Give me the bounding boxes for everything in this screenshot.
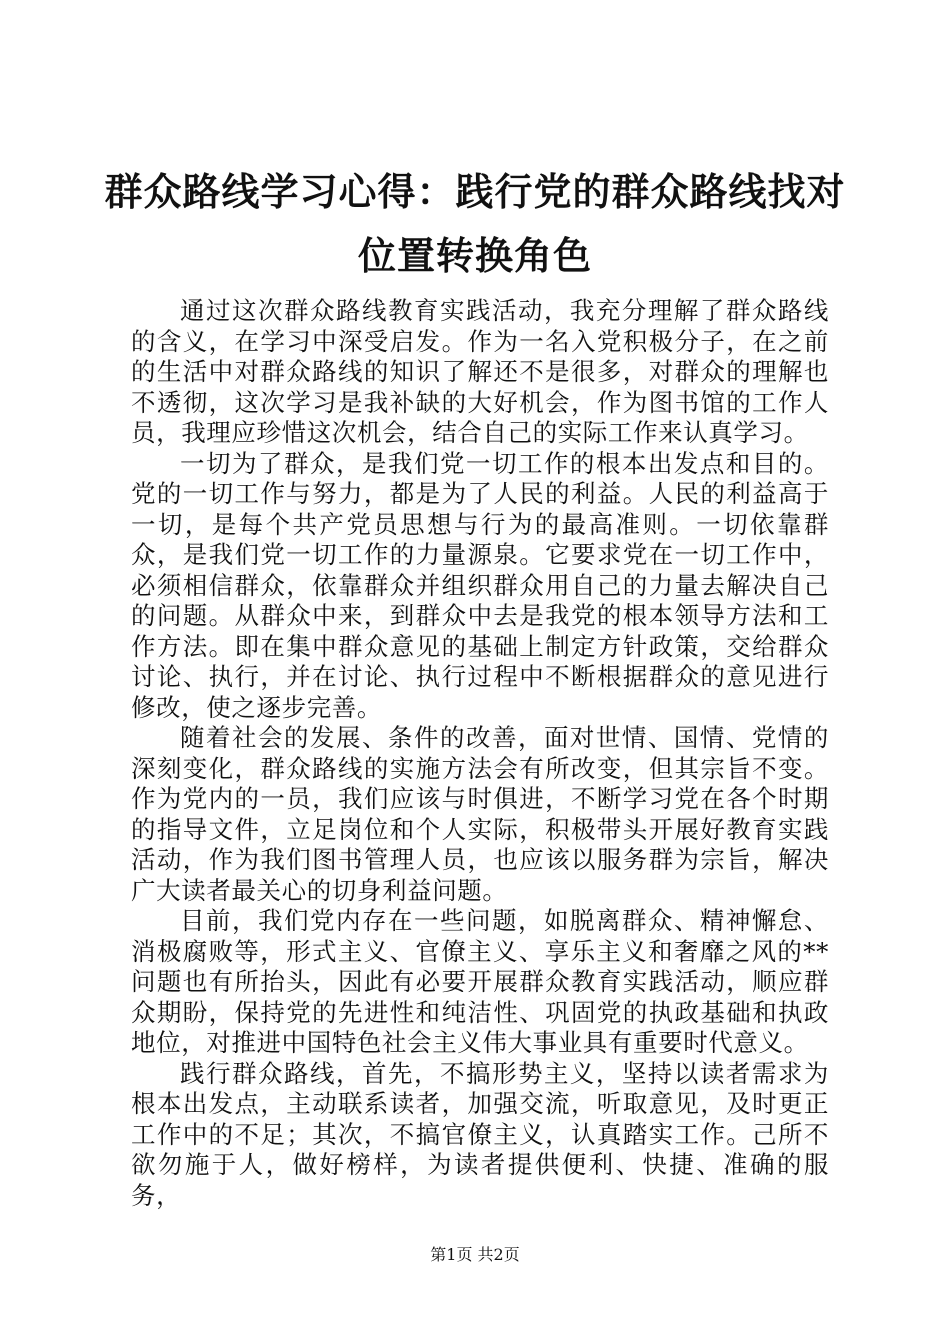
page-footer: 第1页 共2页 (430, 1245, 520, 1264)
paragraph: 一切为了群众，是我们党一切工作的根本出发点和目的。党的一切工作与努力，都是为了人民的利益。人民的利益高于一切，是每个共产党员思想与行为的最高准则。一切依靠群众，是我们党一切工作的力量源泉。它要求党在一切工作中，必须相信群众，依靠群众并组织群众用自己的力量去解决自己的问题。从群众中来，到群众中去是我党的根本领导方法和工作方法。即在集中群众意见的基础上制定方针政策，交给群众讨论、执行，并在讨论、执行过程中不断根据群众的意见进行修改，使之逐步完善。 (131, 448, 829, 722)
document-body (131, 296, 829, 1211)
paragraph: 践行群众路线，首先，不搞形势主义，坚持以读者需求为根本出发点，主动联系读者，加强交流，听取意见，及时更正工作中的不足；其次，不搞官僚主义，认真踏实工作。己所不欲勿施于人，做好榜样，为读者提供便利、快捷、准确的服务， (131, 1058, 829, 1210)
document-title: 群众路线学习心得：践行党的群众路线找对位置转换角色 (104, 170, 846, 278)
paragraph: 通过这次群众路线教育实践活动，我充分理解了群众路线的含义，在学习中深受启发。作为一名入党积极分子，在之前的生活中对群众路线的知识了解还不是很多，对群众的理解也不透彻，这次学习是我补缺的大好机会，作为图书馆的工作人员，我理应珍惜这次机会，结合自己的实际工作来认真学习。 (131, 296, 829, 447)
paragraph: 随着社会的发展、条件的改善，面对世情、国情、党情的深刻变化，群众路线的实施方法会有所改变，但其宗旨不变。作为党内的一员，我们应该与时俱进，不断学习党在各个时期的指导文件，立足岗位和个人实际，积极带头开展好教育实践活动，作为我们图书管理人员，也应该以服务群为宗旨，解决广大读者最关心的切身利益问题。 (131, 723, 829, 905)
paragraph: 目前，我们党内存在一些问题，如脱离群众、精神懈怠、消极腐败等，形式主义、官僚主义、享乐主义和奢靡之风的**问题也有所抬头，因此有必要开展群众教育实践活动，顺应群众期盼，保持党的先进性和纯洁性、巩固党的执政基础和执政地位，对推进中国特色社会主义伟大事业具有重要时代意义。 (131, 906, 829, 1057)
